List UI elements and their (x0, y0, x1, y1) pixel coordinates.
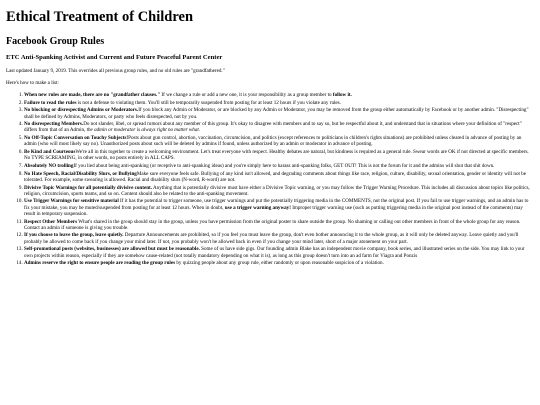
rule-text: If you lied about being anti-spanking (or receptive to anti-spanking ideas) and you're simply here to harass anti-spanking folks, GET OUT! This is not the forum for it and the admins will shut that shit down. (73, 162, 495, 169)
rule-heading: If you choose to leave the group, leave quietly. (24, 232, 124, 239)
rule-text: If you block any Admin or Moderator, or are blocked by any Admin or Moderator, you may be removed from the group either automatically by Facebook or by another admin. "Disrespecting" shall be defined by Admins, Moderators, or party who feels disrespected, not by you. (24, 107, 529, 120)
rule-text-continued: Improper trigger warning use (such as putting triggering media in the original post instead of the comments) may result in temporary suspension. (24, 204, 523, 217)
rule-text: Some of us have side gigs. Our founding admin Blake has an independent movie company, book series, and illustrated series on the side. You may link to your own projects within reason, especially if they are somehow cause-related (not totally mandatory depending on what it is), as long as this group doesn't turn into an ad farm for Viagra and Ponzis (24, 246, 525, 259)
rule-item (24, 232, 534, 244)
rule-item (24, 92, 534, 98)
page-title: Ethical Treatment of Children (6, 9, 194, 25)
rule-item (24, 163, 534, 169)
rule-text: We're all in this together to create a welcoming environment. Let's treat everyone with respect. Healthy debates are natural, but kindness is required as a general rule. Swear words are OK if not directed at specific members. No TYPE SCREAMING, in other words, no posts entirely in ALL CAPS. (24, 149, 529, 162)
list-intro: Here's how to make a list: (6, 79, 59, 86)
rule-heading: No disrespecting Members. (24, 121, 84, 128)
rule-item (24, 171, 534, 183)
rule-text: If we change a rule or add a new one, it is your responsibility as a group member to (160, 91, 333, 98)
rule-heading: No Hate Speech, Racial/Disability Slurs, or Bullying (24, 170, 137, 177)
rule-heading: Be Kind and Courteous (24, 149, 76, 156)
rules-list (6, 92, 534, 267)
rule-text: is not a defense to violating them. You'll still be temporarily suspended from posting for at least 12 hours if you violate any rules. (76, 99, 341, 106)
rule-text: Do not slander, libel, or spread rumors about any member of this group. It's okay to disagree with members and to say so, but be respectful about it, and understand that in situations where your definition of "respect" differs from that of an Admin, (24, 121, 522, 134)
rule-text: Anything that is potentially divisive must have either a Divisive Topic warning, or you may follow the Trigger Warning Procedure. This includes all discussion about topics like politics, religion, circumcision, sports teams, and so on. Content should also be related to the anti-spanking movement. (24, 184, 530, 197)
rule-emphasis-bold: use a trigger warning anyway! (224, 204, 291, 211)
rule-text: Posts about gun control, abortion, vaccination, circumcision, and politics (except references to politicians in children's rights situations) are prohibited unless cleared in advance of posting by an admin (who will most likely say no). Unauthorized posts about such will be deleted by admins if found, unless authorized by an admin or moderator in advance of posting. (24, 135, 522, 148)
org-heading: ETC Anti-Spanking Activist and Current and Future Peaceful Parent Center (6, 53, 223, 61)
rule-item (24, 198, 534, 217)
page-subtitle: Facebook Group Rules (6, 35, 105, 47)
rule-text: If it has the potential to trigger someone, use trigger warnings and put the potentially triggering media in the COMMENTS, not the original post. If you fail to use trigger warnings, and an admin has to fix your mistake, you may be muted/suspended from posting for at least 12 hours. When in doubt, (24, 198, 529, 211)
rule-heading: Admins reserve the right to ensure people are reading the group rules (24, 260, 176, 267)
rule-text: Departure Announcements are prohibited, so if you feel you must leave the group, don't even bother announcing it to the whole group, as it will only be deleted anyway. Leave quietly and you'll probably be allowed to come back if you change your mind later. If not, you probably won't be allowed back in even if you change your mind later, short of a major atonement on your part. (24, 232, 519, 245)
rule-text: Make sure everyone feels safe. Bullying of any kind isn't allowed, and degrading comments about things like race, religion, culture, disability, sexual orientation, gender or identity will not be tolerated. For example, some swearing is allowed. Racial and disability slurs (N-word, R-word) are not. (24, 170, 526, 183)
last-updated-note: Last updated January 9, 2019. This overrides all previous group rules, and no old rules are "grandfathered." (6, 67, 225, 74)
rule-item (24, 100, 534, 106)
rule-item (24, 246, 534, 258)
rule-heading: Self-promotional posts (websites, businesses) are allowed but must be reasonable. (24, 246, 200, 253)
rule-heading: Respect Other Members (24, 218, 78, 225)
rule-heading: Absolutely NO trolling (24, 162, 74, 169)
rule-heading: Failure to read the rules (24, 99, 77, 106)
rule-heading: Use Trigger Warnings for sensitive material (24, 198, 119, 205)
rule-item (24, 149, 534, 161)
rule-item (24, 121, 534, 133)
rule-item (24, 219, 534, 231)
rule-text: by quizzing people about any group rule, either randomly or upon reasonable suspicion of a violation. (175, 260, 384, 267)
rule-heading: Divisive Topic Warnings for all potentially divisive content. (24, 184, 153, 191)
rule-heading: No blocking or disrespecting Admins or Moderators. (24, 107, 139, 114)
rule-item (24, 107, 534, 119)
rule-item (24, 260, 534, 266)
rule-emphasis-bold: follow it. (332, 91, 352, 98)
rule-heading: When new rules are made, there are no "grandfather clauses." (24, 91, 161, 98)
rule-item (24, 135, 534, 147)
rule-item (24, 185, 534, 197)
rule-emphasis: the admin or moderator is always right no matter what. (86, 127, 201, 134)
rule-heading: No Off-Topic Conversation on Touchy Subjects! (24, 135, 129, 142)
rule-text: What's shared in the group should stay in the group, unless you have permission from the original poster to share outside the group. No shaming or calling out other members in front of the whole group for any reason. Contact an admin if someone is giving you trouble. (24, 218, 521, 231)
